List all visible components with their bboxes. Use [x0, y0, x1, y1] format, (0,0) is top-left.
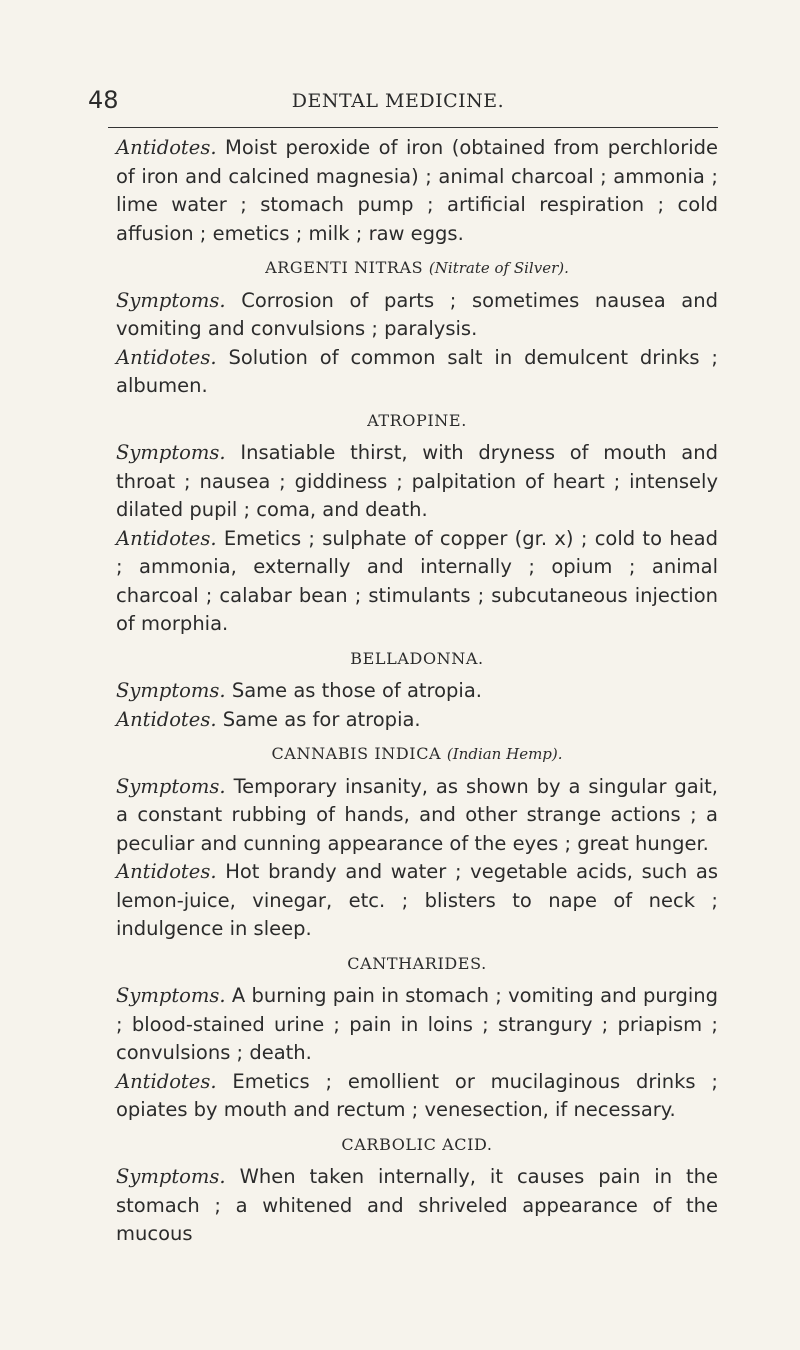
intro-antidotes-paragraph: [116, 134, 718, 248]
belladonna-antidotes-paragraph: [116, 706, 718, 735]
symptoms-label: Symptoms.: [116, 679, 226, 702]
section-heading-cantharides: CANTHARIDES.: [347, 953, 487, 973]
symptoms-label: Symptoms.: [116, 774, 226, 798]
running-head: [88, 86, 708, 122]
antidotes-text: Emetics ; emollient or mucilaginous drinks ; opiates by mouth and rectum ; venesection, if necessary.: [116, 1069, 718, 1121]
atropine-antidotes-paragraph: [116, 525, 718, 639]
page-body: [116, 134, 718, 1249]
section-heading-belladonna: BELLADONNA.: [350, 648, 484, 668]
symptoms-text: A burning pain in stomach ; vomiting and purging ; blood-stained urine ; pain in loins ; strangury ; priapism ; convulsions ; death.: [116, 984, 718, 1064]
argenti-symptoms-paragraph: [116, 287, 718, 344]
symptoms-text: When taken internally, it causes pain in the stomach ; a whitened and shriveled appearance of the mucous: [116, 1165, 719, 1245]
argenti-antidotes-paragraph: [116, 344, 718, 401]
atropine-symptoms-paragraph: [116, 439, 718, 525]
antidotes-label: Antidotes.: [116, 526, 217, 550]
antidotes-text: Same as for atropia.: [222, 707, 421, 731]
symptoms-text: Corrosion of parts ; sometimes nausea and vomiting and convulsions ; paralysis.: [116, 288, 718, 340]
section-heading-carbolic-acid: CARBOLIC ACID.: [341, 1134, 493, 1154]
antidotes-text: Hot brandy and water ; vegetable acids, such as lemon-juice, vinegar, etc. ; blisters to nape of neck ; indulgence in sleep.: [116, 860, 718, 940]
heading-gloss: (Indian Hemp).: [446, 745, 563, 763]
cantharides-symptoms-paragraph: [116, 982, 718, 1068]
running-title: DENTAL MEDICINE.: [291, 90, 505, 112]
section-heading-argenti-nitras: [116, 254, 718, 283]
carbolic-symptoms-paragraph: [116, 1163, 718, 1249]
symptoms-text: Same as those of atropia.: [231, 679, 482, 702]
section-heading-cannabis-indica: [116, 740, 718, 769]
page-number: 48: [88, 86, 119, 114]
symptoms-text: Insatiable thirst, with dryness of mouth and throat ; nausea ; giddiness ; palpitation of heart ; intensely dilated pupil ; coma, and death.: [116, 441, 718, 521]
antidotes-text: Moist peroxide of iron (obtained from perchloride of iron and calcined magnesia) ; animal charcoal ; ammonia ; lime water ; stomach pump ; artificial respiration ; cold affusion ; emetics ; milk ; raw eggs.: [116, 136, 718, 245]
symptoms-label: Symptoms.: [116, 288, 226, 312]
belladonna-symptoms-paragraph: [116, 677, 718, 706]
cantharides-antidotes-paragraph: [116, 1068, 718, 1125]
antidotes-label: Antidotes.: [116, 345, 217, 369]
antidotes-label: Antidotes.: [116, 707, 217, 731]
symptoms-label: Symptoms.: [116, 441, 226, 464]
header-rule: [108, 127, 718, 128]
antidotes-label: Antidotes.: [116, 860, 217, 883]
section-heading-atropine: ATROPINE.: [367, 410, 467, 430]
antidotes-text: Solution of common salt in demulcent drinks ; albumen.: [116, 345, 718, 397]
symptoms-label: Symptoms.: [116, 1165, 226, 1188]
antidotes-text: Emetics ; sulphate of copper (gr. x) ; cold to head ; ammonia, externally and internally ; opium ; animal charcoal ; calabar bean ; stimulants ; subcutaneous injection of morphia.: [116, 526, 718, 635]
cannabis-antidotes-paragraph: [116, 858, 718, 944]
antidotes-label: Antidotes.: [116, 136, 217, 159]
cannabis-symptoms-paragraph: [116, 773, 718, 859]
symptoms-text: Temporary insanity, as shown by a singular gait, a constant rubbing of hands, and other strange actions ; a peculiar and cunning appearance of the eyes ; great hunger.: [116, 774, 718, 855]
heading-text: ARGENTI NITRAS: [265, 258, 424, 277]
antidotes-label: Antidotes.: [116, 1069, 217, 1093]
symptoms-label: Symptoms.: [116, 984, 226, 1007]
heading-text: CANNABIS INDICA: [271, 744, 442, 763]
heading-gloss: (Nitrate of Silver).: [428, 259, 569, 277]
